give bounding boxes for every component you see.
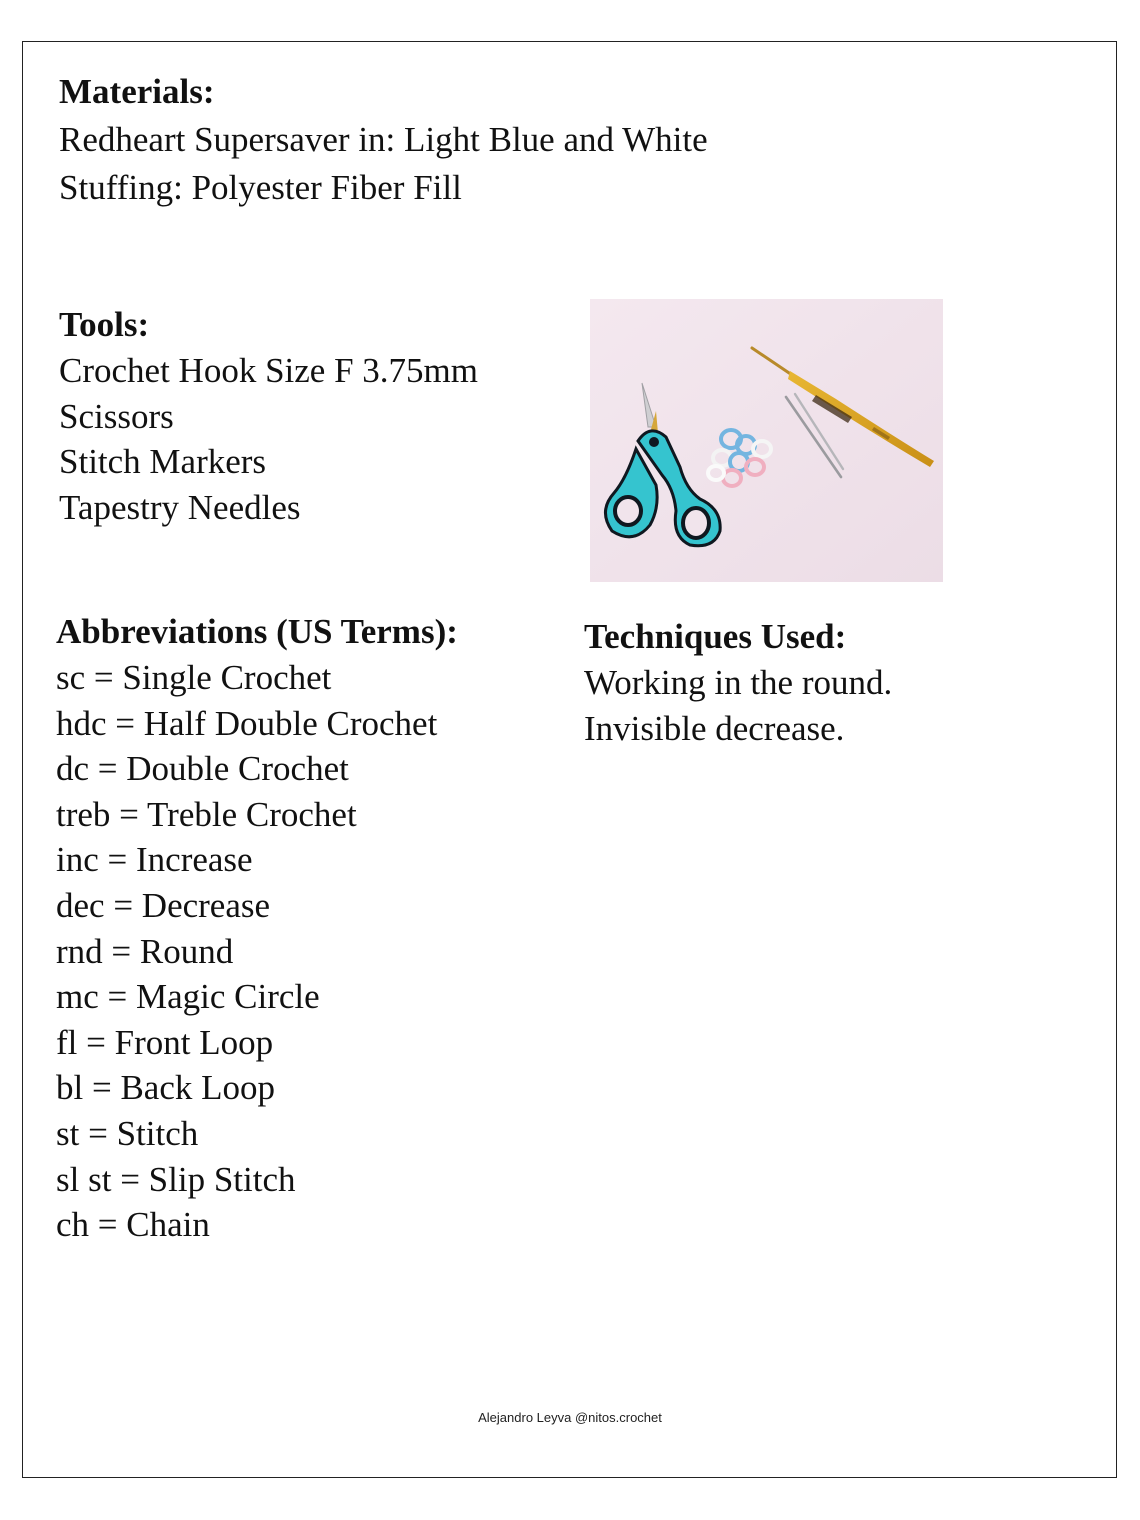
abbreviation-item: rnd = Round	[56, 931, 234, 971]
abbreviations-heading: Abbreviations (US Terms):	[56, 612, 458, 651]
abbreviation-item: hdc = Half Double Crochet	[56, 703, 438, 743]
techniques-list	[584, 660, 892, 751]
abbreviation-item: fl = Front Loop	[56, 1022, 274, 1062]
tools-item-tapestry-needles: Tapestry Needles	[59, 487, 301, 527]
abbreviation-item: bl = Back Loop	[56, 1068, 276, 1108]
tools-list	[59, 348, 478, 530]
abbreviation-item: treb = Treble Crochet	[56, 794, 357, 834]
abbreviations-list	[56, 655, 458, 1248]
abbreviation-item: dec = Decrease	[56, 885, 271, 925]
materials-section	[59, 68, 708, 212]
tools-item-hook: Crochet Hook Size F 3.75mm	[59, 351, 478, 390]
abbreviation-item: sc = Single Crochet	[56, 658, 332, 697]
tools-heading: Tools:	[59, 305, 150, 344]
abbreviation-item: mc = Magic Circle	[56, 977, 320, 1017]
tools-item-scissors: Scissors	[59, 396, 174, 436]
footer-credit: Alejandro Leyva @nitos.crochet	[478, 1410, 662, 1425]
abbreviation-item: inc = Increase	[56, 840, 253, 880]
technique-item: Invisible decrease.	[584, 708, 845, 748]
techniques-section	[584, 614, 892, 751]
tools-item-stitch-markers: Stitch Markers	[59, 442, 267, 482]
materials-line-yarn: Redheart Supersaver in: Light Blue and White	[59, 120, 708, 159]
tools-section	[59, 302, 478, 530]
abbreviation-item: dc = Double Crochet	[56, 749, 349, 789]
tools-photo	[590, 299, 943, 582]
abbreviation-item: ch = Chain	[56, 1205, 210, 1245]
materials-line-stuffing: Stuffing: Polyester Fiber Fill	[59, 168, 462, 207]
abbreviation-item: sl st = Slip Stitch	[56, 1159, 296, 1199]
abbreviation-item: st = Stitch	[56, 1113, 199, 1153]
technique-item: Working in the round.	[584, 663, 893, 702]
techniques-heading: Techniques Used:	[584, 617, 847, 656]
abbreviations-section	[56, 609, 458, 1248]
materials-heading: Materials:	[59, 72, 215, 111]
